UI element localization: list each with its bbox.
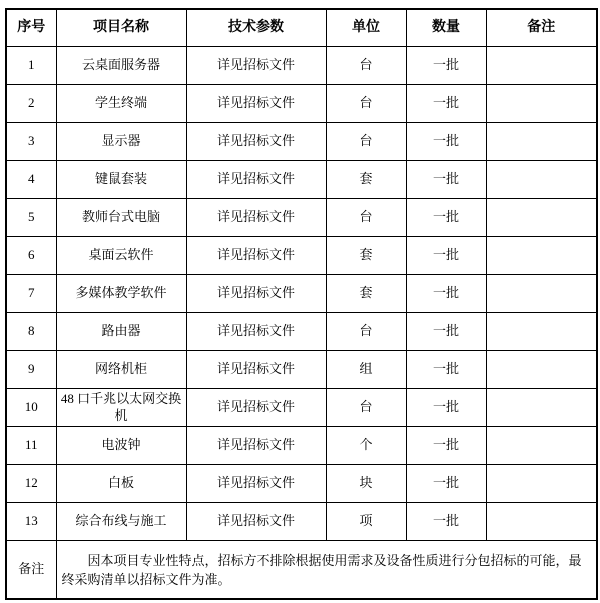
cell-quantity: 一批 — [406, 237, 486, 275]
cell-item-name: 云桌面服务器 — [56, 47, 186, 85]
cell-serial-number: 11 — [6, 427, 56, 465]
cell-quantity: 一批 — [406, 123, 486, 161]
cell-technical-parameters: 详见招标文件 — [186, 237, 326, 275]
cell-technical-parameters: 详见招标文件 — [186, 351, 326, 389]
table-header — [6, 9, 597, 47]
cell-quantity: 一批 — [406, 503, 486, 541]
cell-quantity: 一批 — [406, 47, 486, 85]
cell-item-name: 网络机柜 — [56, 351, 186, 389]
cell-unit: 组 — [326, 351, 406, 389]
cell-technical-parameters: 详见招标文件 — [186, 161, 326, 199]
header-technical-parameters: 技术参数 — [186, 9, 326, 47]
cell-item-name: 综合布线与施工 — [56, 503, 186, 541]
cell-item-name: 显示器 — [56, 123, 186, 161]
cell-remarks — [486, 275, 597, 313]
cell-quantity: 一批 — [406, 427, 486, 465]
table-row — [6, 237, 597, 275]
cell-serial-number: 3 — [6, 123, 56, 161]
cell-item-name: 桌面云软件 — [56, 237, 186, 275]
cell-serial-number: 13 — [6, 503, 56, 541]
cell-unit: 台 — [326, 389, 406, 427]
cell-remarks — [486, 47, 597, 85]
header-remarks: 备注 — [486, 9, 597, 47]
cell-serial-number: 10 — [6, 389, 56, 427]
cell-serial-number: 5 — [6, 199, 56, 237]
cell-remarks — [486, 503, 597, 541]
cell-unit: 套 — [326, 161, 406, 199]
remarks-label: 备注 — [6, 541, 56, 600]
cell-technical-parameters: 详见招标文件 — [186, 313, 326, 351]
cell-serial-number: 7 — [6, 275, 56, 313]
cell-item-name: 教师台式电脑 — [56, 199, 186, 237]
cell-serial-number: 6 — [6, 237, 56, 275]
table-row — [6, 313, 597, 351]
cell-unit: 套 — [326, 237, 406, 275]
cell-technical-parameters: 详见招标文件 — [186, 389, 326, 427]
cell-serial-number: 1 — [6, 47, 56, 85]
cell-item-name: 学生终端 — [56, 85, 186, 123]
procurement-items-table — [5, 8, 598, 600]
table-row — [6, 47, 597, 85]
cell-unit: 块 — [326, 465, 406, 503]
cell-quantity: 一批 — [406, 85, 486, 123]
table-row — [6, 465, 597, 503]
cell-unit: 台 — [326, 47, 406, 85]
cell-quantity: 一批 — [406, 161, 486, 199]
cell-technical-parameters: 详见招标文件 — [186, 123, 326, 161]
cell-quantity: 一批 — [406, 389, 486, 427]
header-serial-number: 序号 — [6, 9, 56, 47]
cell-technical-parameters: 详见招标文件 — [186, 503, 326, 541]
cell-remarks — [486, 161, 597, 199]
table-body — [6, 47, 597, 541]
cell-unit: 台 — [326, 313, 406, 351]
cell-item-name: 48 口千兆以太网交换机 — [56, 389, 186, 427]
header-unit: 单位 — [326, 9, 406, 47]
cell-quantity: 一批 — [406, 351, 486, 389]
cell-item-name: 多媒体教学软件 — [56, 275, 186, 313]
cell-unit: 个 — [326, 427, 406, 465]
remarks-row — [6, 541, 597, 600]
cell-unit: 台 — [326, 199, 406, 237]
header-row — [6, 9, 597, 47]
cell-serial-number: 12 — [6, 465, 56, 503]
cell-remarks — [486, 237, 597, 275]
cell-remarks — [486, 199, 597, 237]
cell-remarks — [486, 351, 597, 389]
cell-serial-number: 2 — [6, 85, 56, 123]
cell-technical-parameters: 详见招标文件 — [186, 47, 326, 85]
table-row — [6, 161, 597, 199]
cell-remarks — [486, 427, 597, 465]
cell-serial-number: 4 — [6, 161, 56, 199]
cell-quantity: 一批 — [406, 313, 486, 351]
cell-remarks — [486, 123, 597, 161]
remarks-note-text: 因本项目专业性特点，招标方不排除根据使用需求及设备性质进行分包招标的可能，最终采购清单以招标文件为准。 — [61, 552, 582, 587]
cell-technical-parameters: 详见招标文件 — [186, 427, 326, 465]
cell-unit: 台 — [326, 123, 406, 161]
table-row — [6, 199, 597, 237]
table-row — [6, 389, 597, 427]
header-item-name: 项目名称 — [56, 9, 186, 47]
cell-remarks — [486, 313, 597, 351]
cell-technical-parameters: 详见招标文件 — [186, 199, 326, 237]
remarks-note-cell — [56, 541, 597, 600]
cell-item-name: 键鼠套装 — [56, 161, 186, 199]
cell-technical-parameters: 详见招标文件 — [186, 85, 326, 123]
cell-quantity: 一批 — [406, 465, 486, 503]
cell-remarks — [486, 465, 597, 503]
cell-remarks — [486, 389, 597, 427]
table-row — [6, 275, 597, 313]
cell-item-name: 白板 — [56, 465, 186, 503]
cell-serial-number: 9 — [6, 351, 56, 389]
table-row — [6, 503, 597, 541]
cell-quantity: 一批 — [406, 275, 486, 313]
table-row — [6, 351, 597, 389]
cell-item-name: 电波钟 — [56, 427, 186, 465]
cell-quantity: 一批 — [406, 199, 486, 237]
cell-item-name: 路由器 — [56, 313, 186, 351]
cell-unit: 项 — [326, 503, 406, 541]
cell-serial-number: 8 — [6, 313, 56, 351]
cell-technical-parameters: 详见招标文件 — [186, 465, 326, 503]
table-footer — [6, 541, 597, 600]
table-row — [6, 123, 597, 161]
table-row — [6, 85, 597, 123]
cell-remarks — [486, 85, 597, 123]
cell-unit: 台 — [326, 85, 406, 123]
table-row — [6, 427, 597, 465]
header-quantity: 数量 — [406, 9, 486, 47]
cell-technical-parameters: 详见招标文件 — [186, 275, 326, 313]
cell-unit: 套 — [326, 275, 406, 313]
